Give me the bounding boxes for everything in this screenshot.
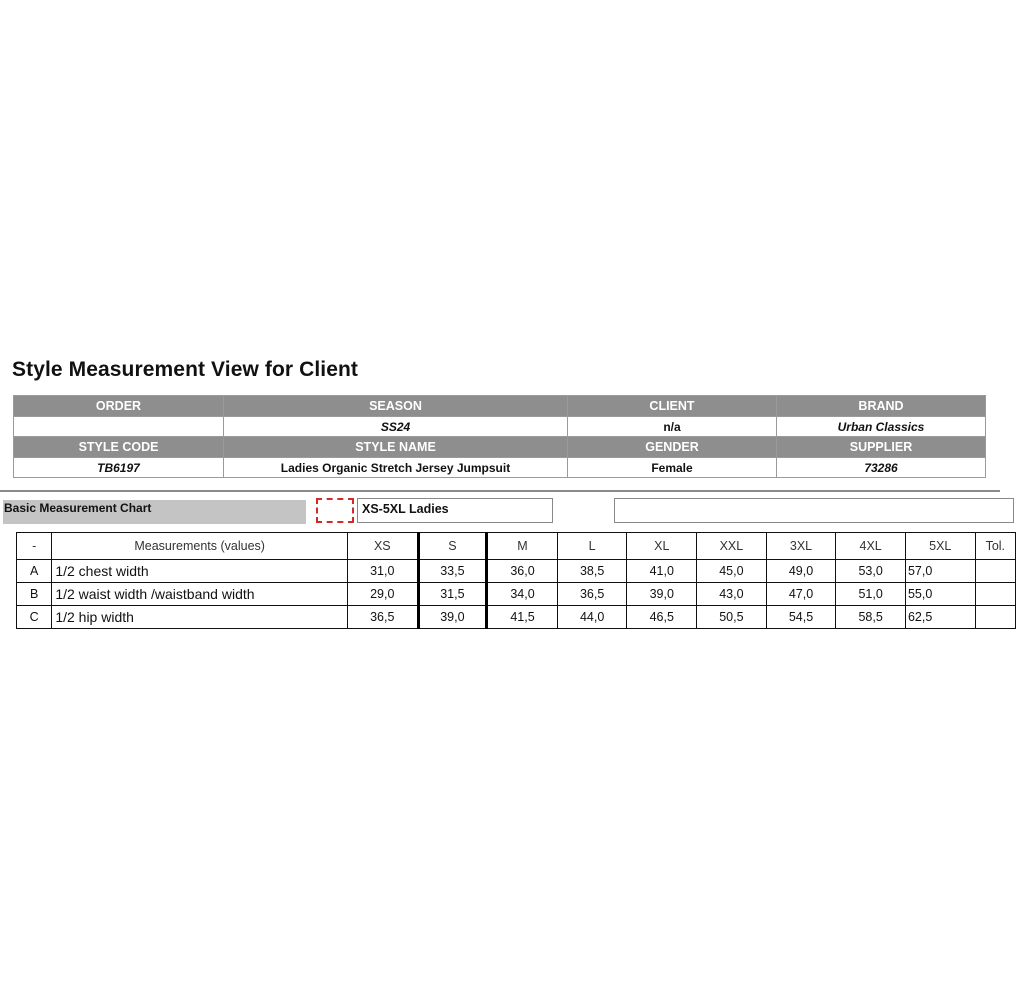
value-s: 33,5	[418, 560, 487, 583]
blank-field	[614, 498, 1014, 523]
measurement-name: 1/2 chest width	[52, 560, 348, 583]
section-divider	[0, 490, 1000, 492]
table-row	[17, 560, 1016, 583]
size-header-xl: XL	[627, 533, 697, 560]
style-code-header: STYLE CODE	[14, 437, 224, 458]
value-m: 34,0	[487, 583, 558, 606]
image-placeholder	[316, 498, 354, 523]
value-xl: 39,0	[627, 583, 697, 606]
value-xs: 36,5	[347, 606, 418, 629]
order-header: ORDER	[14, 396, 224, 417]
row-index: A	[17, 560, 52, 583]
value-3xl: 49,0	[766, 560, 836, 583]
size-header-s: S	[418, 533, 487, 560]
value-l: 44,0	[557, 606, 627, 629]
value-4xl: 53,0	[836, 560, 906, 583]
size-header-m: M	[487, 533, 558, 560]
size-header-5xl: 5XL	[905, 533, 975, 560]
value-l: 38,5	[557, 560, 627, 583]
info-value-row	[14, 417, 986, 437]
size-header-xs: XS	[347, 533, 418, 560]
supplier-value: 73286	[777, 458, 986, 478]
value-xs: 31,0	[347, 560, 418, 583]
info-header-row	[14, 396, 986, 417]
measurement-table	[16, 532, 1016, 629]
size-range-field: XS-5XL Ladies	[357, 498, 553, 523]
value-5xl: 55,0	[905, 583, 975, 606]
season-header: SEASON	[224, 396, 568, 417]
index-header: -	[17, 533, 52, 560]
value-5xl: 62,5	[905, 606, 975, 629]
measurement-name-header: Measurements (values)	[52, 533, 348, 560]
value-xs: 29,0	[347, 583, 418, 606]
value-m: 36,0	[487, 560, 558, 583]
client-value: n/a	[568, 417, 777, 437]
value-m: 41,5	[487, 606, 558, 629]
table-row	[17, 606, 1016, 629]
value-xxl: 50,5	[697, 606, 767, 629]
value-3xl: 47,0	[766, 583, 836, 606]
value-4xl: 58,5	[836, 606, 906, 629]
value-l: 36,5	[557, 583, 627, 606]
order-value	[14, 417, 224, 437]
size-header-3xl: 3XL	[766, 533, 836, 560]
measurement-header-row	[17, 533, 1016, 560]
value-xl: 46,5	[627, 606, 697, 629]
value-3xl: 54,5	[766, 606, 836, 629]
measurement-name: 1/2 hip width	[52, 606, 348, 629]
value-tolerance	[975, 606, 1015, 629]
info-header-row	[14, 437, 986, 458]
value-tolerance	[975, 583, 1015, 606]
value-s: 39,0	[418, 606, 487, 629]
size-header-xxl: XXL	[697, 533, 767, 560]
size-header-4xl: 4XL	[836, 533, 906, 560]
style-name-value: Ladies Organic Stretch Jersey Jumpsuit	[224, 458, 568, 478]
client-header: CLIENT	[568, 396, 777, 417]
style-name-header: STYLE NAME	[224, 437, 568, 458]
row-index: B	[17, 583, 52, 606]
style-info-table	[13, 395, 986, 478]
gender-header: GENDER	[568, 437, 777, 458]
measurement-name: 1/2 waist width /waistband width	[52, 583, 348, 606]
page-title: Style Measurement View for Client	[12, 358, 359, 381]
season-value: SS24	[224, 417, 568, 437]
value-4xl: 51,0	[836, 583, 906, 606]
brand-header: BRAND	[777, 396, 986, 417]
tolerance-header: Tol.	[975, 533, 1015, 560]
measurement-chart-label: Basic Measurement Chart	[3, 500, 306, 524]
size-header-l: L	[557, 533, 627, 560]
value-xxl: 43,0	[697, 583, 767, 606]
style-code-value: TB6197	[14, 458, 224, 478]
value-s: 31,5	[418, 583, 487, 606]
row-index: C	[17, 606, 52, 629]
value-xxl: 45,0	[697, 560, 767, 583]
info-value-row	[14, 458, 986, 478]
value-xl: 41,0	[627, 560, 697, 583]
gender-value: Female	[568, 458, 777, 478]
supplier-header: SUPPLIER	[777, 437, 986, 458]
value-tolerance	[975, 560, 1015, 583]
brand-value: Urban Classics	[777, 417, 986, 437]
table-row	[17, 583, 1016, 606]
value-5xl: 57,0	[905, 560, 975, 583]
